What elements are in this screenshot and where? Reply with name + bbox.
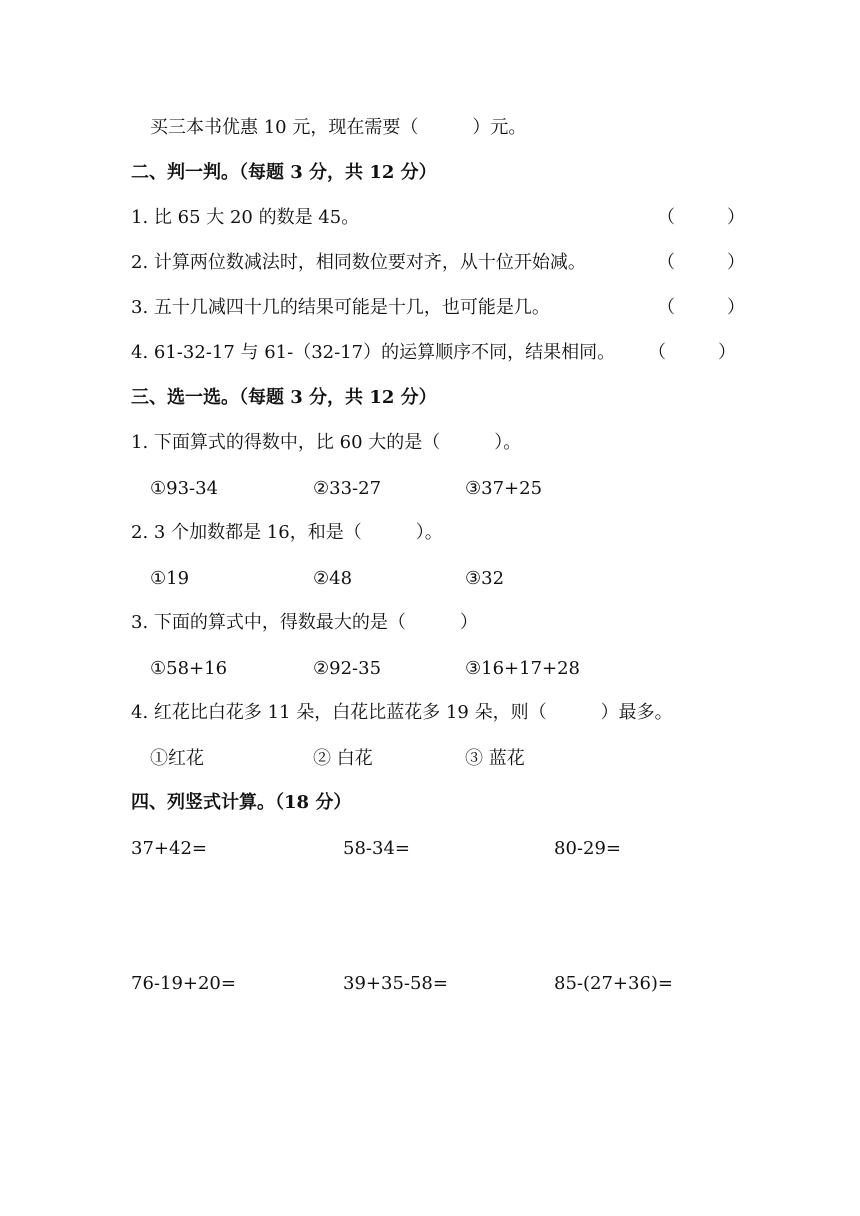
choice-2-option-c[interactable]: ③32	[465, 568, 505, 589]
vertical-calc-problem: 58-34=	[343, 838, 410, 859]
choice-question-1: 1. 下面算式的得数中，比 60 大的是（ ）。	[131, 432, 522, 453]
judge-item-2: 2. 计算两位数减法时，相同数位要对齐，从十位开始减。	[131, 252, 586, 273]
paren-open: （	[648, 342, 666, 363]
section4-heading: 四、列竖式计算。（18 分）	[131, 792, 352, 813]
vertical-calc-problem: 39+35-58=	[343, 973, 448, 994]
answer-blank-judge-3[interactable]	[657, 296, 745, 320]
judge-item-1: 1. 比 65 大 20 的数是 45。	[131, 207, 360, 228]
judge-item-4: 4. 61-32-17 与 61-（32-17）的运算顺序不同，结果相同。	[131, 342, 616, 363]
answer-blank-judge-2[interactable]	[657, 251, 745, 275]
answer-blank-judge-4[interactable]	[648, 341, 736, 365]
judge-item-3: 3. 五十几减四十几的结果可能是十几，也可能是几。	[131, 297, 550, 318]
choice-question-3: 3. 下面的算式中，得数最大的是（ ）	[131, 612, 478, 633]
paren-close: ）	[727, 252, 745, 273]
choice-2-option-b[interactable]: ②48	[313, 568, 353, 589]
paren-open: （	[657, 252, 675, 273]
choice-3-option-b[interactable]: ②92-35	[313, 658, 382, 679]
vertical-calc-problem: 85-(27+36)=	[554, 973, 674, 994]
paren-open: （	[657, 207, 675, 228]
choice-question-2: 2. 3 个加数都是 16，和是（ ）。	[131, 522, 443, 543]
paren-open: （	[657, 297, 675, 318]
choice-2-option-a[interactable]: ①19	[150, 568, 190, 589]
choice-3-option-c[interactable]: ③16+17+28	[465, 658, 581, 679]
choice-1-option-c[interactable]: ③37+25	[465, 478, 543, 499]
choice-4-option-c[interactable]: ③ 蓝花	[465, 748, 525, 769]
section2-heading: 二、判一判。（每题 3 分，共 12 分）	[131, 162, 437, 183]
vertical-calc-problem: 80-29=	[554, 838, 621, 859]
choice-4-option-b[interactable]: ② 白花	[313, 748, 373, 769]
paren-close: ）	[718, 342, 736, 363]
intro-question-line: 买三本书优惠 10 元，现在需要（ ）元。	[150, 117, 527, 138]
choice-3-option-a[interactable]: ①58+16	[150, 658, 228, 679]
answer-blank-judge-1[interactable]	[657, 206, 745, 230]
vertical-calc-problem: 76-19+20=	[131, 973, 236, 994]
paren-close: ）	[727, 297, 745, 318]
choice-4-option-a[interactable]: ①红花	[150, 748, 204, 769]
vertical-calc-problem: 37+42=	[131, 838, 207, 859]
choice-question-4: 4. 红花比白花多 11 朵，白花比蓝花多 19 朵，则（ ）最多。	[131, 702, 673, 723]
choice-1-option-a[interactable]: ①93-34	[150, 478, 219, 499]
choice-1-option-b[interactable]: ②33-27	[313, 478, 382, 499]
paren-close: ）	[727, 207, 745, 228]
section3-heading: 三、选一选。（每题 3 分，共 12 分）	[131, 387, 437, 408]
